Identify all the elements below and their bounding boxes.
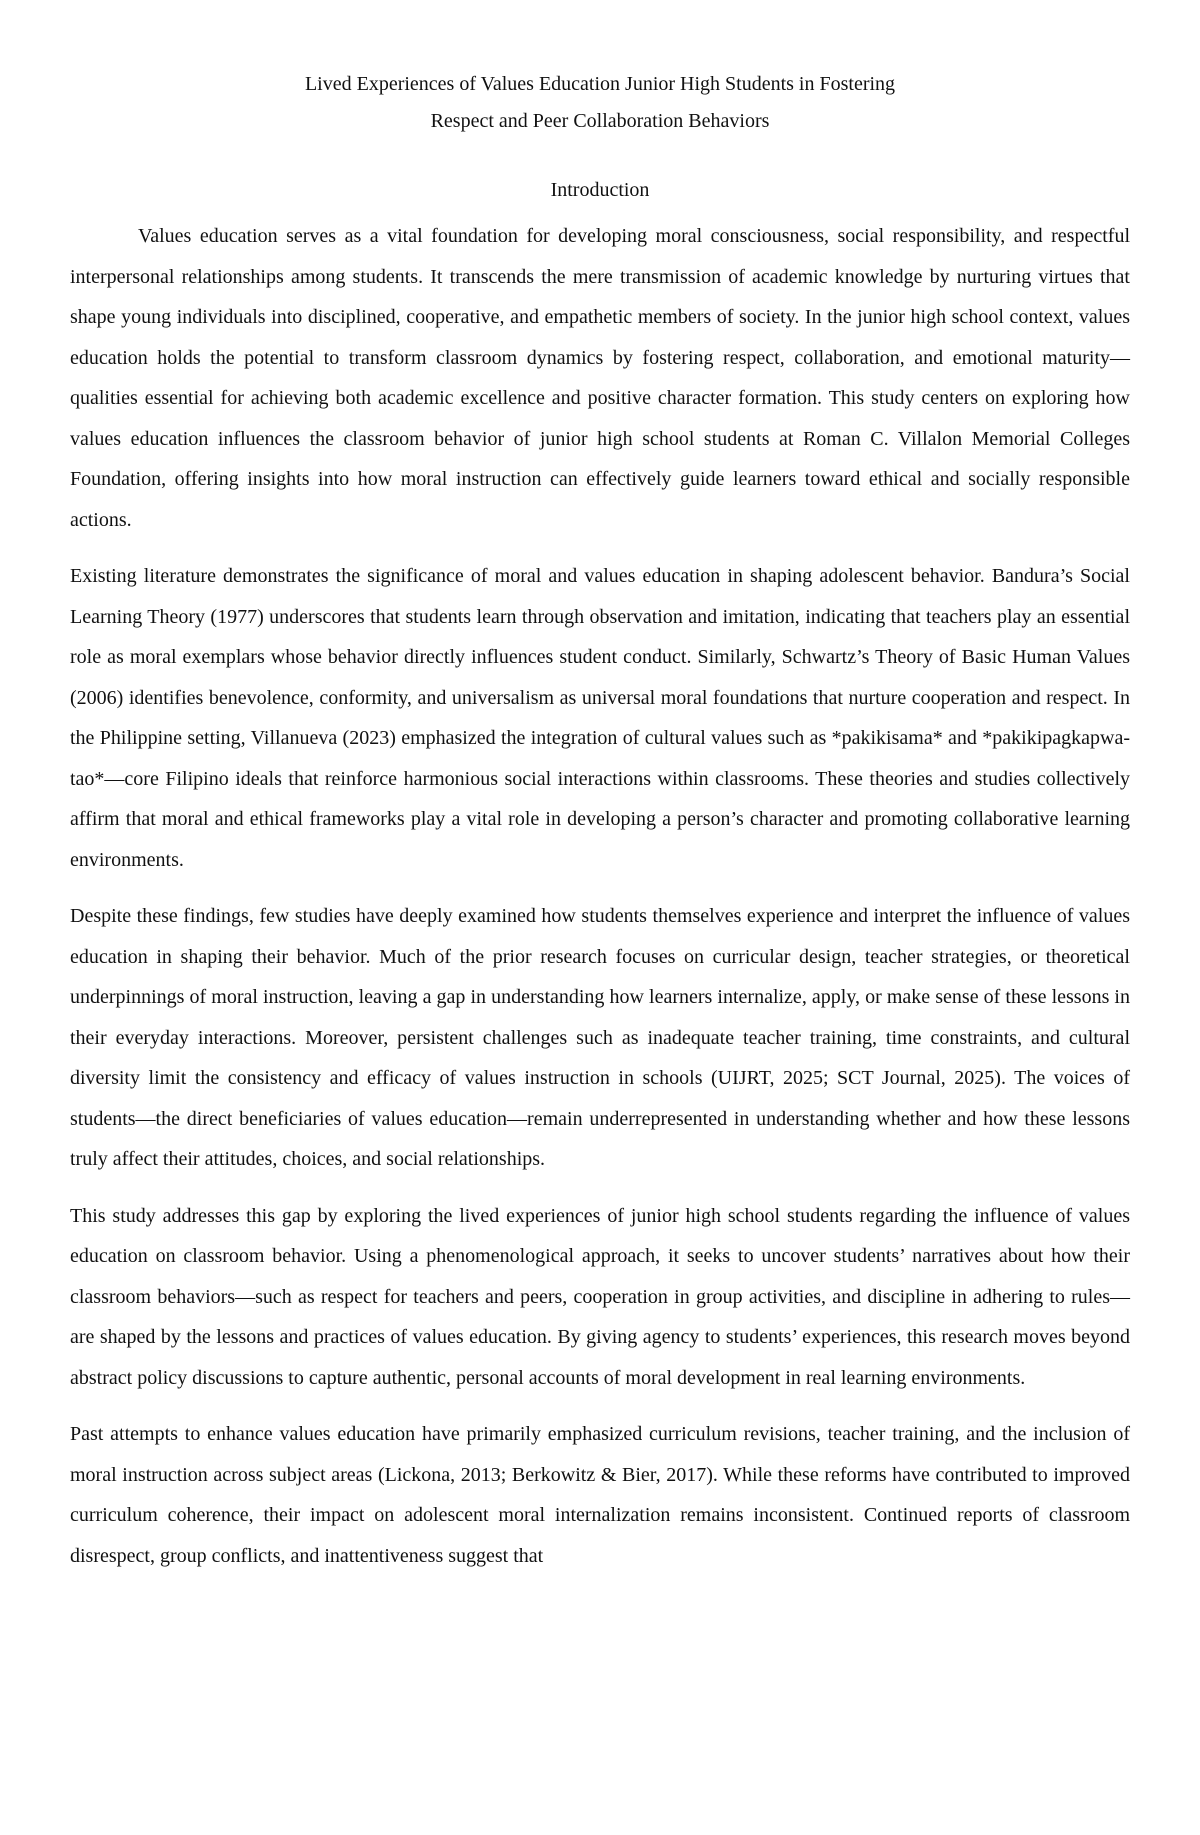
title-line-1: Lived Experiences of Values Education Junior High Students in Fostering (304, 73, 896, 95)
paragraph-4: This study addresses this gap by exploring the lived experiences of junior high school students regarding the influence of values education on classroom behavior. Using a phenomenological approach, it seeks to uncover students’ narratives about how their classroom behaviors—such as respect for teachers and peers, cooperation in group activities, and discipline in adhering to rules—are shaped by the lessons and practices of values education. By giving agency to students’ experiences, this research moves beyond abstract policy discussions to capture authentic, personal accounts of moral development in real learning environments. (70, 1204, 1130, 1389)
paragraph-3: Despite these findings, few studies have deeply examined how students themselves experience and interpret the influence of values education in shaping their behavior. Much of the prior research focuses on curricular design, teacher strategies, or theoretical underpinnings of moral instruction, leaving a gap in understanding how learners internalize, apply, or make sense of these lessons in their everyday interactions. Moreover, persistent challenges such as inadequate teacher training, time constraints, and cultural diversity limit the consistency and efficacy of values instruction in schools (UIJRT, 2025; SCT Journal, 2025). The voices of students—the direct beneficiaries of values education—remain underrepresented in understanding whether and how these lessons truly affect their attitudes, choices, and social relationships. (70, 905, 1130, 1170)
section-heading-introduction: Introduction (550, 179, 650, 201)
paragraph-5: Past attempts to enhance values education have primarily emphasized curriculum revisions, teacher training, and the inclusion of moral instruction across subject areas (Lickona, 2013; Berkowitz & Bier, 2017). While these reforms have contributed to improved curriculum coherence, their impact on adolescent moral internalization remains inconsistent. Continued reports of classroom disrespect, group conflicts, and inattentiveness suggest that (70, 1423, 1130, 1567)
paragraph-2: Existing literature demonstrates the significance of moral and values education in shaping adolescent behavior. Bandura’s Social Learning Theory (1977) underscores that students learn through observation and imitation, indicating that teachers play an essential role as moral exemplars whose behavior directly influences student conduct. Similarly, Schwartz’s Theory of Basic Human Values (2006) identifies benevolence, conformity, and universalism as universal moral foundations that nurture cooperation and respect. In the Philippine setting, Villanueva (2023) emphasized the integration of cultural values such as *pakikisama* and *pakikipagkapwa-tao*—core Filipino ideals that reinforce harmonious social interactions within classrooms. These theories and studies collectively affirm that moral and ethical frameworks play a vital role in developing a person’s character and promoting collaborative learning environments. (70, 565, 1130, 871)
title-line-2: Respect and Peer Collaboration Behaviors (430, 110, 770, 132)
paragraph-1: Values education serves as a vital foundation for developing moral consciousness, social responsibility, and respectful interpersonal relationships among students. It transcends the mere transmission of academic knowledge by nurturing virtues that shape young individuals into disciplined, cooperative, and empathetic members of society. In the junior high school context, values education holds the potential to transform classroom dynamics by fostering respect, collaboration, and emotional maturity—qualities essential for achieving both academic excellence and positive character formation. This study centers on exploring how values education influences the classroom behavior of junior high school students at Roman C. Villalon Memorial Colleges Foundation, offering insights into how moral instruction can effectively guide learners toward ethical and socially responsible actions. (70, 225, 1130, 531)
document-title (70, 66, 1130, 140)
